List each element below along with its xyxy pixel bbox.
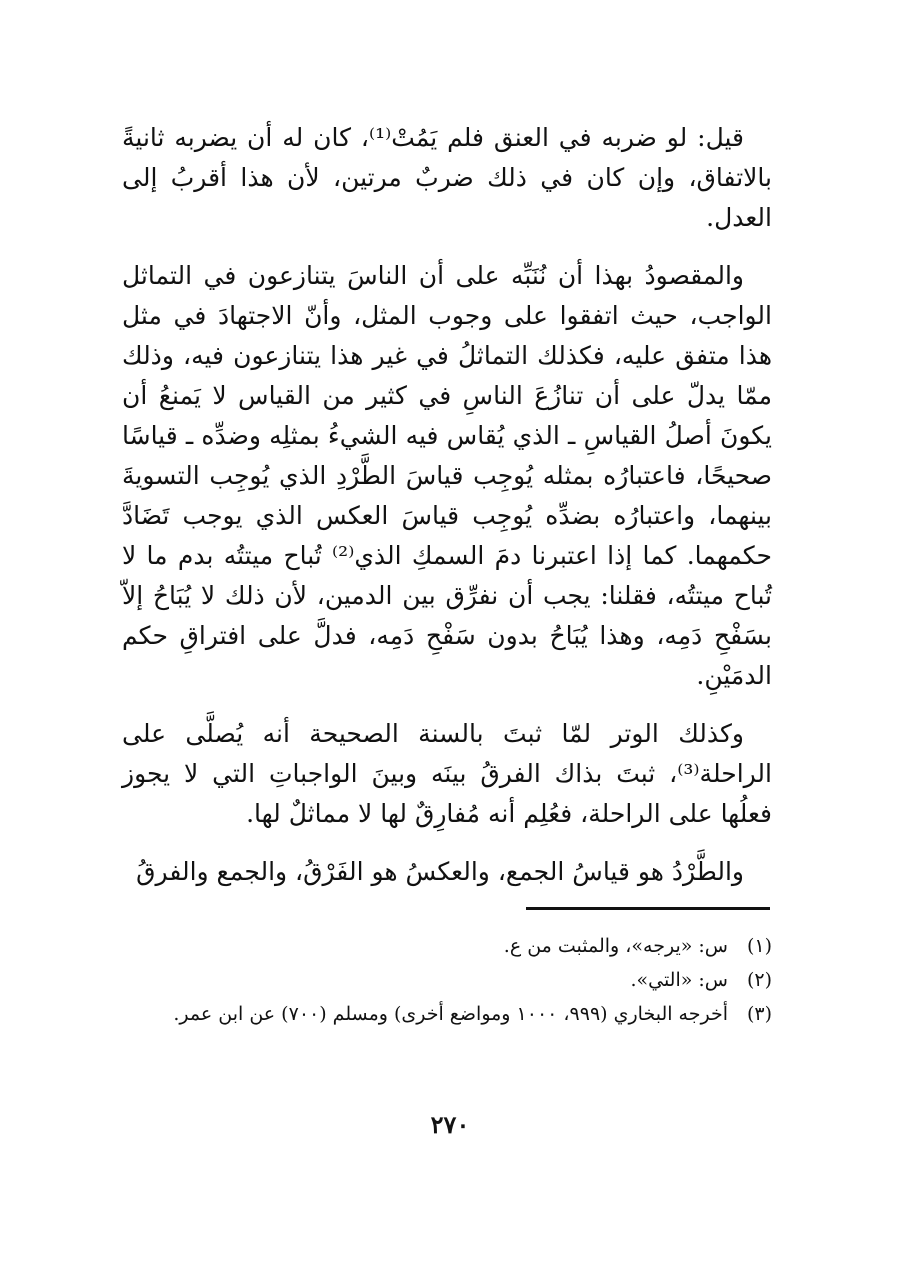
footnote bbox=[122, 930, 772, 962]
footnote bbox=[122, 964, 772, 996]
footnote-number: (٣) bbox=[746, 1003, 772, 1025]
footnotes bbox=[122, 930, 772, 1032]
footnote-number: (٢) bbox=[746, 969, 772, 991]
footnote-divider bbox=[526, 907, 770, 910]
footnote-text: س: «التي». bbox=[630, 969, 728, 991]
footnote bbox=[122, 998, 772, 1030]
paragraph: وكذلك الوتر لمّا ثبتَ بالسنة الصحيحة أنه يُصلَّى على الراحلة⁽³⁾، ثبتَ بذاك الفرقُ بينَه وبينَ الواجباتِ التي لا يجوز فعلُها على الراحلة، فعُلِم أنه مُفارِقٌ لها لا مماثلٌ لها. bbox=[122, 719, 772, 828]
paragraph: والمقصودُ بهذا أن نُنَبِّه على أن الناسَ يتنازعون في التماثل الواجب، حيث اتفقوا على وجوب المثل، وأنّ الاجتهادَ في مثل هذا متفق عليه، فكذلك التماثلُ في غير هذا يتنازعون فيه، وذلك ممّا يدلّ على أن تنازُعَ الناسِ في كثير من القياس لا يَمنعُ أن يكونَ أصلُ القياسِ ـ الذي يُقاس فيه الشيءُ بمثلِه وضدِّه ـ قياسًا صحيحًا، فاعتبارُه بمثله يُوجِب قياسَ الطَّرْدِ الذي يُوجِب التسويةَ بينهما، واعتبارُه بضدِّه يُوجِب قياسَ العكس الذي يوجب تَضَادَّ حكمهما. كما إذا اعتبرنا دمَ السمكِ الذي⁽²⁾ تُباح ميتتُه بدم ما لا تُباح ميتتُه، فقلنا: يجب أن نفرِّق بين الدمين، لأن ذلك لا يُبَاحُ إلاّ بسَفْحِ دَمِه، وهذا يُبَاحُ بدون سَفْحِ دَمِه، فدلَّ على افتراقِ حكم الدمَيْنِ. bbox=[122, 261, 772, 690]
main-text bbox=[122, 118, 772, 910]
paragraph: والطَّرْدُ هو قياسُ الجمع، والعكسُ هو الفَرْقُ، والجمع والفرقُ bbox=[136, 857, 744, 886]
paragraph: قيل: لو ضربه في العنق فلم يَمُتْ⁽¹⁾، كان له أن يضربه ثانيةً بالاتفاق، وإن كان في ذلك ضربٌ مرتين، لأن هذا أقربُ إلى العدل. bbox=[122, 123, 772, 232]
page-number: ٢٧٠ bbox=[430, 1110, 470, 1139]
footnote-text: أخرجه البخاري (٩٩٩، ١٠٠٠ ومواضع أخرى) ومسلم (٧٠٠) عن ابن عمر. bbox=[173, 1003, 728, 1025]
footnote-number: (١) bbox=[746, 935, 772, 957]
footnote-text: س: «يرجه»، والمثبت من ع. bbox=[503, 935, 728, 957]
